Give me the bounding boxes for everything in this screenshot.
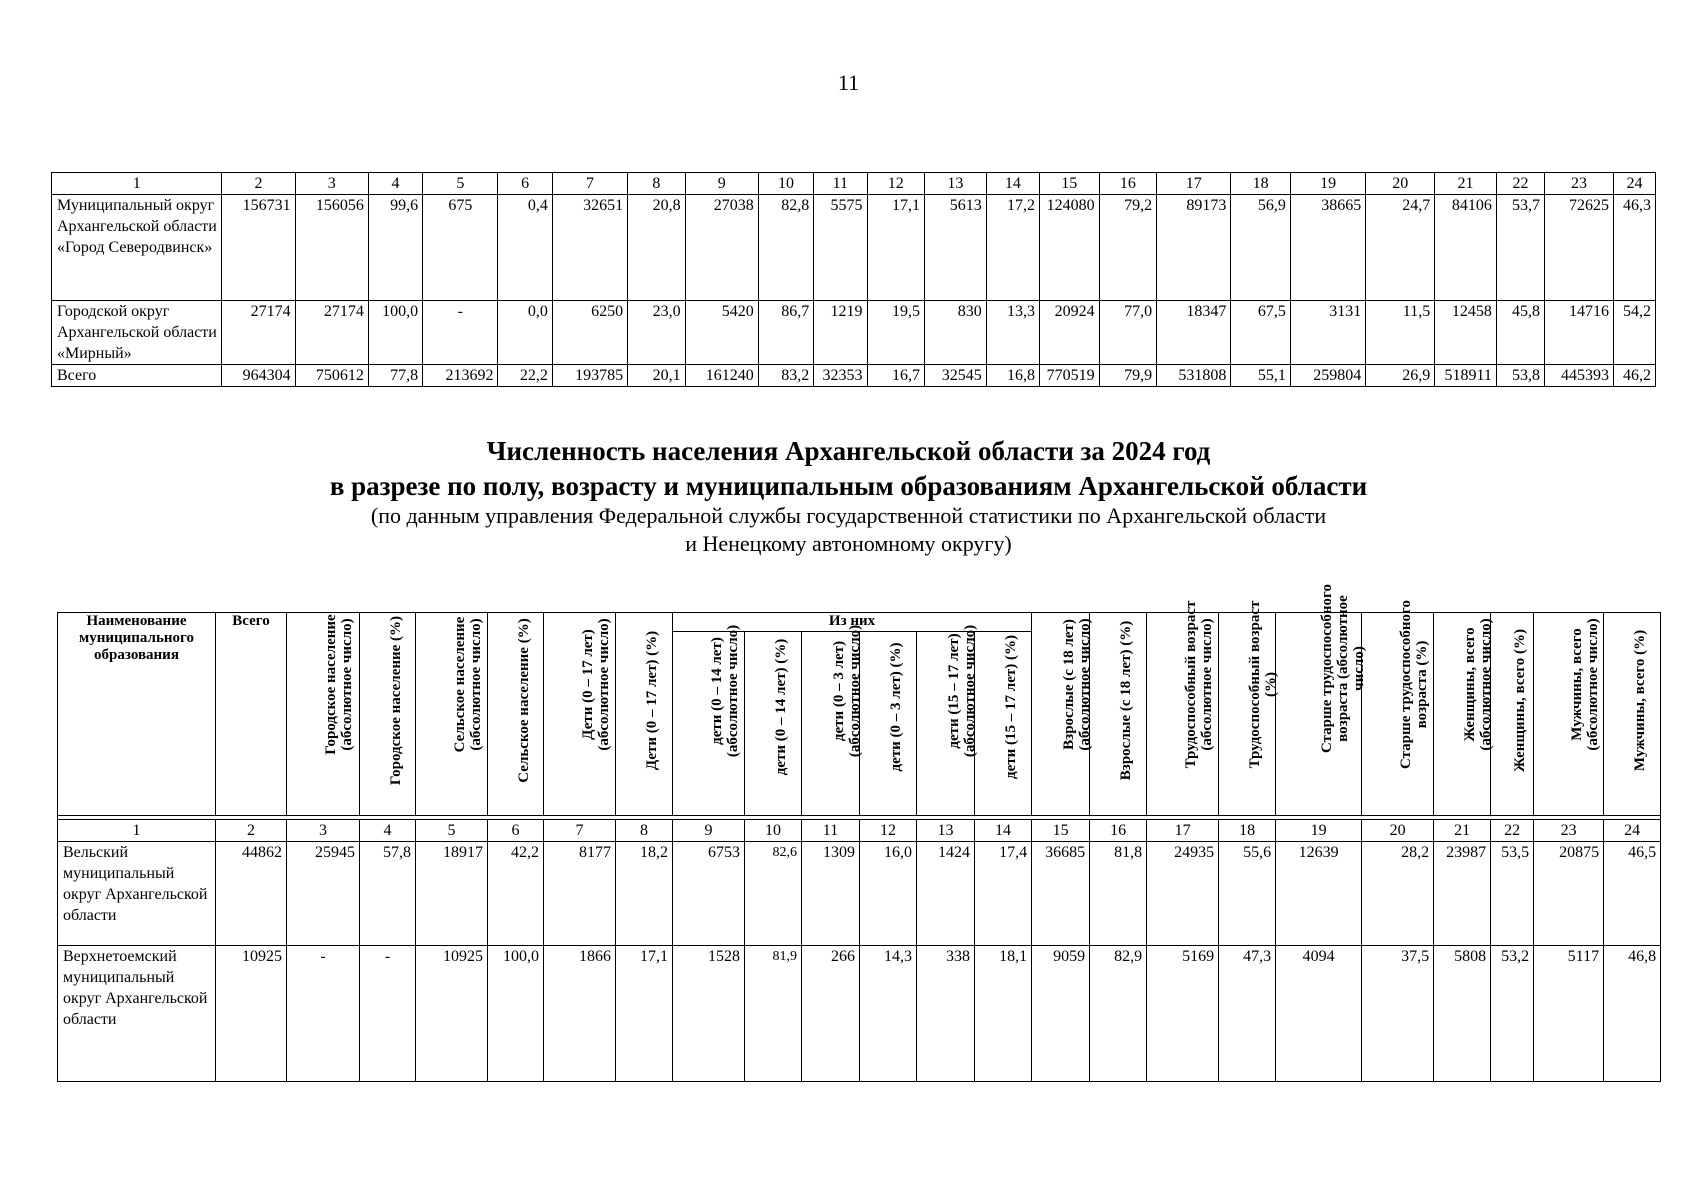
- table-cell: 518911: [1435, 365, 1497, 387]
- table-cell: 27174: [222, 301, 295, 365]
- table-cell: 193785: [552, 365, 627, 387]
- header-children-pct: [616, 613, 673, 816]
- table-cell: 100,0: [488, 946, 544, 1082]
- column-number: 7: [544, 820, 616, 842]
- table-cell: 3131: [1290, 301, 1365, 365]
- table-cell: -: [287, 946, 360, 1082]
- column-number: 3: [287, 820, 360, 842]
- header-c0-14-pct: [745, 632, 802, 816]
- table-cell: 46,3: [1613, 195, 1655, 301]
- table-cell: 13,3: [986, 301, 1039, 365]
- header-c0-3-abs: [802, 624, 863, 816]
- table-cell: 445393: [1544, 365, 1613, 387]
- table-cell: 89173: [1157, 195, 1231, 301]
- table-cell: 84106: [1435, 195, 1497, 301]
- table-cell: 81,9: [745, 946, 802, 1082]
- header-children-abs: [544, 613, 616, 816]
- column-number: 19: [1290, 173, 1365, 195]
- table-cell: 6753: [673, 842, 745, 946]
- column-number: 12: [867, 173, 925, 195]
- table-cell: 99,6: [368, 195, 422, 301]
- table-row: [58, 842, 1661, 946]
- table-cell: 67,5: [1231, 301, 1291, 365]
- table-cell: 57,8: [360, 842, 416, 946]
- column-number: 21: [1435, 173, 1497, 195]
- header-c15-17-abs: [917, 624, 978, 816]
- header-text: Женщины, всего (%): [1512, 629, 1529, 772]
- header-men-abs: [1534, 613, 1604, 816]
- table-cell: 32651: [552, 195, 627, 301]
- table-cell: 5808: [1434, 946, 1491, 1082]
- column-number: 24: [1604, 820, 1661, 842]
- header-text: дети (0 – 14 лет) (%): [773, 638, 789, 776]
- header-text: Взрослые (с 18 лет) (%): [1118, 620, 1135, 781]
- column-number-row: [58, 820, 1661, 842]
- table-cell: 830: [925, 301, 987, 365]
- column-number: 10: [758, 173, 813, 195]
- table-cell: 19,5: [867, 301, 925, 365]
- column-number: 9: [685, 173, 758, 195]
- table-cell: 12458: [1435, 301, 1497, 365]
- table-cell: 17,1: [867, 195, 925, 301]
- table-cell: 26,9: [1366, 365, 1435, 387]
- header-text: Сельское население (%): [515, 618, 532, 783]
- column-number: 22: [1496, 173, 1544, 195]
- header-text: дети (0 – 3 лет) (%): [888, 642, 904, 772]
- table-cell: 47,3: [1219, 946, 1276, 1082]
- table-cell: 20924: [1040, 301, 1100, 365]
- table-cell: 53,5: [1491, 842, 1534, 946]
- table-cell: 100,0: [368, 301, 422, 365]
- table-cell: 1866: [544, 946, 616, 1082]
- column-number-row: [52, 173, 1656, 195]
- population-table: [57, 584, 1661, 1082]
- column-number: 18: [1219, 820, 1276, 842]
- source-note: (по данным управления Федеральной службы государственной статистики по Архангельской области: [370, 503, 1327, 528]
- table-cell: 964304: [222, 365, 295, 387]
- header-text: дети (0 – 3 лет) (абсолютное число): [830, 624, 863, 758]
- table-cell: 82,9: [1090, 946, 1147, 1082]
- header-text: дети (15 – 17 лет) (%): [1003, 635, 1020, 779]
- header-rural-abs: [416, 613, 488, 816]
- table-cell: -: [360, 946, 416, 1082]
- header-urban-pct: [360, 613, 416, 816]
- table-cell: 1424: [917, 842, 975, 946]
- table-cell: 16,7: [867, 365, 925, 387]
- table-cell: 53,8: [1496, 365, 1544, 387]
- column-number: 11: [814, 173, 867, 195]
- header-text: дети (15 – 17 лет) (абсолютное число): [945, 624, 978, 758]
- column-number: 4: [368, 173, 422, 195]
- table-row-total: [52, 365, 1656, 387]
- column-number: 23: [1534, 820, 1604, 842]
- table-cell: 18917: [416, 842, 488, 946]
- table-cell: 0,4: [498, 195, 552, 301]
- column-number: 18: [1231, 173, 1291, 195]
- table-cell: 53,7: [1496, 195, 1544, 301]
- table-cell: 27038: [685, 195, 758, 301]
- column-number: 7: [552, 173, 627, 195]
- column-number: 5: [416, 820, 488, 842]
- column-number: 4: [360, 820, 416, 842]
- total-label: Всего: [52, 365, 222, 387]
- column-number: 10: [745, 820, 802, 842]
- header-text: Старше трудоспособного возраста (абсолютное число): [1318, 584, 1367, 753]
- table-cell: 266: [802, 946, 860, 1082]
- table-cell: 86,7: [758, 301, 813, 365]
- table-cell: 5117: [1534, 946, 1604, 1082]
- table-cell: 156731: [222, 195, 295, 301]
- header-text: Городское население (абсолютное число): [323, 614, 355, 755]
- column-number: 16: [1099, 173, 1157, 195]
- table-cell: 1528: [673, 946, 745, 1082]
- header-text: Взрослые (с 18 лет) (абсолютное число): [1060, 618, 1093, 751]
- header-c0-3-pct: [860, 632, 917, 816]
- column-number: 2: [216, 820, 287, 842]
- column-number: 13: [925, 173, 987, 195]
- document-subtitle: в разрезе по полу, возрасту и муниципальным образованиям Архангельской области: [329, 471, 1368, 501]
- table-cell: 46,2: [1613, 365, 1655, 387]
- table-cell: 20,1: [628, 365, 686, 387]
- table-cell: 10925: [416, 946, 488, 1082]
- municipality-name: Муниципальный округ Архангельской области «Город Северодвинск»: [52, 195, 222, 301]
- table-cell: 77,8: [368, 365, 422, 387]
- table-cell: 1219: [814, 301, 867, 365]
- table-cell: 53,2: [1491, 946, 1534, 1082]
- municipality-name: Вельский муниципальный округ Архангельской области: [58, 842, 216, 946]
- table-row: [52, 301, 1656, 365]
- table-cell: 23,0: [628, 301, 686, 365]
- table-cell: 54,2: [1613, 301, 1655, 365]
- table-cell: 5169: [1147, 946, 1219, 1082]
- table-cell: 22,2: [498, 365, 552, 387]
- column-number: 19: [1276, 820, 1362, 842]
- header-c15-17-pct: [975, 632, 1032, 816]
- table-cell: 0,0: [498, 301, 552, 365]
- header-text: дети (0 – 14 лет) (абсолютное число): [708, 624, 741, 758]
- table-cell: 770519: [1040, 365, 1100, 387]
- table-cell: 46,5: [1604, 842, 1661, 946]
- table-cell: 675: [423, 195, 498, 301]
- table-cell: 32545: [925, 365, 987, 387]
- header-text: Городское население (%): [387, 615, 404, 786]
- column-number: 6: [488, 820, 544, 842]
- table-cell: 213692: [423, 365, 498, 387]
- table-cell: 259804: [1290, 365, 1365, 387]
- table-cell: 16,8: [986, 365, 1039, 387]
- table-cell: 17,2: [986, 195, 1039, 301]
- table-cell: 17,4: [975, 842, 1032, 946]
- table-cell: 23987: [1434, 842, 1491, 946]
- column-number: 17: [1147, 820, 1219, 842]
- header-text: Женщины, всего (абсолютное число): [1462, 618, 1495, 751]
- header-text: Дети (0 – 17 лет) (абсолютное число): [579, 618, 612, 751]
- table-cell: 24,7: [1366, 195, 1435, 301]
- table-cell: 25945: [287, 842, 360, 946]
- header-women-pct: [1491, 613, 1534, 816]
- table-cell: 79,2: [1099, 195, 1157, 301]
- table-cell: 5613: [925, 195, 987, 301]
- header-text: Сельское население (абсолютное число): [451, 616, 484, 753]
- table-cell: 18347: [1157, 301, 1231, 365]
- table-cell: 36685: [1032, 842, 1090, 946]
- header-text: Трудоспособный возраст (абсолютное число): [1182, 600, 1215, 769]
- header-women-abs: [1434, 613, 1495, 816]
- table-cell: 20875: [1534, 842, 1604, 946]
- column-number: 11: [802, 820, 860, 842]
- column-number: 14: [986, 173, 1039, 195]
- table-cell: 338: [917, 946, 975, 1082]
- column-number: 15: [1032, 820, 1090, 842]
- table-cell: 14,3: [860, 946, 917, 1082]
- table-cell: 20,8: [628, 195, 686, 301]
- header-working-abs: [1147, 600, 1219, 816]
- column-number: 17: [1157, 173, 1231, 195]
- header-working-pct: [1219, 600, 1280, 816]
- header-total: Всего: [216, 613, 287, 816]
- table-cell: 750612: [295, 365, 368, 387]
- header-name: Наименование муниципального образования: [58, 613, 216, 816]
- continuation-table: [51, 172, 1656, 387]
- header-text: Мужчины, всего (абсолютное число): [1568, 618, 1601, 751]
- column-number: 6: [498, 173, 552, 195]
- table-cell: 44862: [216, 842, 287, 946]
- table-cell: 79,9: [1099, 365, 1157, 387]
- header-text: Трудоспособный возраст (%): [1247, 600, 1280, 769]
- column-number: 23: [1544, 173, 1613, 195]
- table-cell: 161240: [685, 365, 758, 387]
- table-cell: 8177: [544, 842, 616, 946]
- table-cell: 32353: [814, 365, 867, 387]
- header-older-pct: [1362, 600, 1434, 816]
- table-cell: 16,0: [860, 842, 917, 946]
- table-cell: 124080: [1040, 195, 1100, 301]
- column-number: 1: [58, 820, 216, 842]
- municipality-name: Городской округ Архангельской области «Мирный»: [52, 301, 222, 365]
- table-cell: 28,2: [1362, 842, 1434, 946]
- table-cell: 42,2: [488, 842, 544, 946]
- header-adults-pct: [1090, 613, 1147, 816]
- column-number: 22: [1491, 820, 1534, 842]
- column-number: 2: [222, 173, 295, 195]
- column-number: 14: [975, 820, 1032, 842]
- table-cell: 531808: [1157, 365, 1231, 387]
- header-text: Мужчины, всего (%): [1632, 629, 1649, 772]
- table-cell: 55,1: [1231, 365, 1291, 387]
- table-cell: 37,5: [1362, 946, 1434, 1082]
- column-number: 16: [1090, 820, 1147, 842]
- header-rural-pct: [488, 613, 544, 816]
- column-number: 9: [673, 820, 745, 842]
- column-number: 3: [295, 173, 368, 195]
- table-cell: 46,8: [1604, 946, 1661, 1082]
- table-cell: 12639: [1276, 842, 1362, 946]
- table-cell: 156056: [295, 195, 368, 301]
- column-number: 5: [423, 173, 498, 195]
- table-row: [52, 195, 1656, 301]
- column-number: 13: [917, 820, 975, 842]
- table-cell: 38665: [1290, 195, 1365, 301]
- column-number: 24: [1613, 173, 1655, 195]
- header-c0-14-abs: [673, 624, 745, 816]
- header-adults-abs: [1032, 613, 1093, 816]
- header-older-abs: [1276, 584, 1367, 816]
- table-cell: 5575: [814, 195, 867, 301]
- table-cell: 10925: [216, 946, 287, 1082]
- column-number: 8: [628, 173, 686, 195]
- table-cell: 82,6: [745, 842, 802, 946]
- column-number: 20: [1366, 173, 1435, 195]
- column-number: 15: [1040, 173, 1100, 195]
- column-number: 8: [616, 820, 673, 842]
- table-cell: 11,5: [1366, 301, 1435, 365]
- column-number: 20: [1362, 820, 1434, 842]
- table-cell: 4094: [1276, 946, 1362, 1082]
- table-cell: 5420: [685, 301, 758, 365]
- table-cell: 83,2: [758, 365, 813, 387]
- header-text: Старше трудоспособного возраста (%): [1397, 600, 1430, 769]
- table-cell: 1309: [802, 842, 860, 946]
- header-group-of-which: Из них: [673, 613, 1032, 632]
- table-cell: 72625: [1544, 195, 1613, 301]
- table-cell: 14716: [1544, 301, 1613, 365]
- table-cell: 56,9: [1231, 195, 1291, 301]
- table-cell: 81,8: [1090, 842, 1147, 946]
- table-cell: 82,8: [758, 195, 813, 301]
- table-cell: 18,2: [616, 842, 673, 946]
- table-cell: 9059: [1032, 946, 1090, 1082]
- table-row: [58, 946, 1661, 1082]
- table-cell: 27174: [295, 301, 368, 365]
- table-cell: 17,1: [616, 946, 673, 1082]
- column-number: 12: [860, 820, 917, 842]
- document-title: Численность населения Архангельской области за 2024 год: [486, 436, 1211, 466]
- source-note-continued: и Ненецкому автономному округу): [685, 531, 1012, 556]
- header-urban-abs: [287, 613, 360, 816]
- table-cell: 24935: [1147, 842, 1219, 946]
- column-number: 21: [1434, 820, 1491, 842]
- header-men-pct: [1604, 613, 1661, 816]
- table-cell: -: [423, 301, 498, 365]
- municipality-name: Верхнетоемский муниципальный округ Архангельской области: [58, 946, 216, 1082]
- table-cell: 6250: [552, 301, 627, 365]
- column-number: 1: [52, 173, 222, 195]
- page-number: 11: [837, 70, 860, 95]
- table-cell: 18,1: [975, 946, 1032, 1082]
- table-cell: 45,8: [1496, 301, 1544, 365]
- table-cell: 77,0: [1099, 301, 1157, 365]
- table-cell: 55,6: [1219, 842, 1276, 946]
- header-text: Дети (0 – 17 лет) (%): [644, 630, 660, 771]
